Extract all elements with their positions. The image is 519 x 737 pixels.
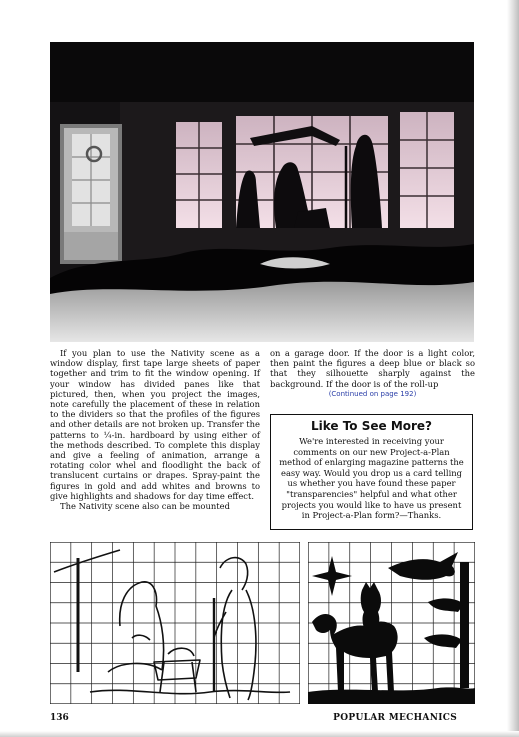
sidebar-body: We're interested in receiving your comments on our new Project-a-Plan method of enlarging magazine patterns the easy way. Would you drop us a card telling us whether you have found these paper "transparencies" helpful and what other projects you would like to have us present in Project-a-Plan form?—Thanks.: [279, 436, 464, 521]
page-edge-shadow-bottom: [0, 731, 519, 737]
right-column: [270, 348, 475, 399]
sidebar-box: [270, 414, 473, 530]
paragraph: on a garage door. If the door is a light color, then paint the figures a deep blue or black so that they silhouette sharply against the background. If the door is of the roll-up: [270, 348, 475, 389]
page-number: 136: [50, 713, 69, 723]
left-column: [50, 348, 260, 511]
nativity-window-photo: [50, 42, 474, 342]
wise-man-pattern-grid: [308, 542, 475, 704]
magazine-title: POPULAR MECHANICS: [333, 713, 457, 723]
paragraph: The Nativity scene also can be mounted: [60, 501, 230, 512]
holy-family-pattern-grid: [50, 542, 300, 704]
sidebar-title: Like To See More?: [310, 419, 433, 433]
page-edge-shadow: [507, 0, 519, 737]
continued-link[interactable]: (Continued on page 192): [328, 389, 417, 398]
paragraph: If you plan to use the Nativity scene as a window display, first tape large sheets of paper together and trim to fit the window opening. If your window has divided panes like that pictured, then, when you project the images, note carefully the placement of these in relation to the dividers so that the profiles of the figures and other details are not broken up. Transfer the patterns to ¼-in. hardboard by using either of the methods described. To complete this display and give a feeling of animation, arrange a rotating color whel and floodlight the back of translucent curtains or drapes. Spray-paint the figures in gold and add whites and browns to give highlights and shadows for day time effect.: [50, 348, 260, 501]
